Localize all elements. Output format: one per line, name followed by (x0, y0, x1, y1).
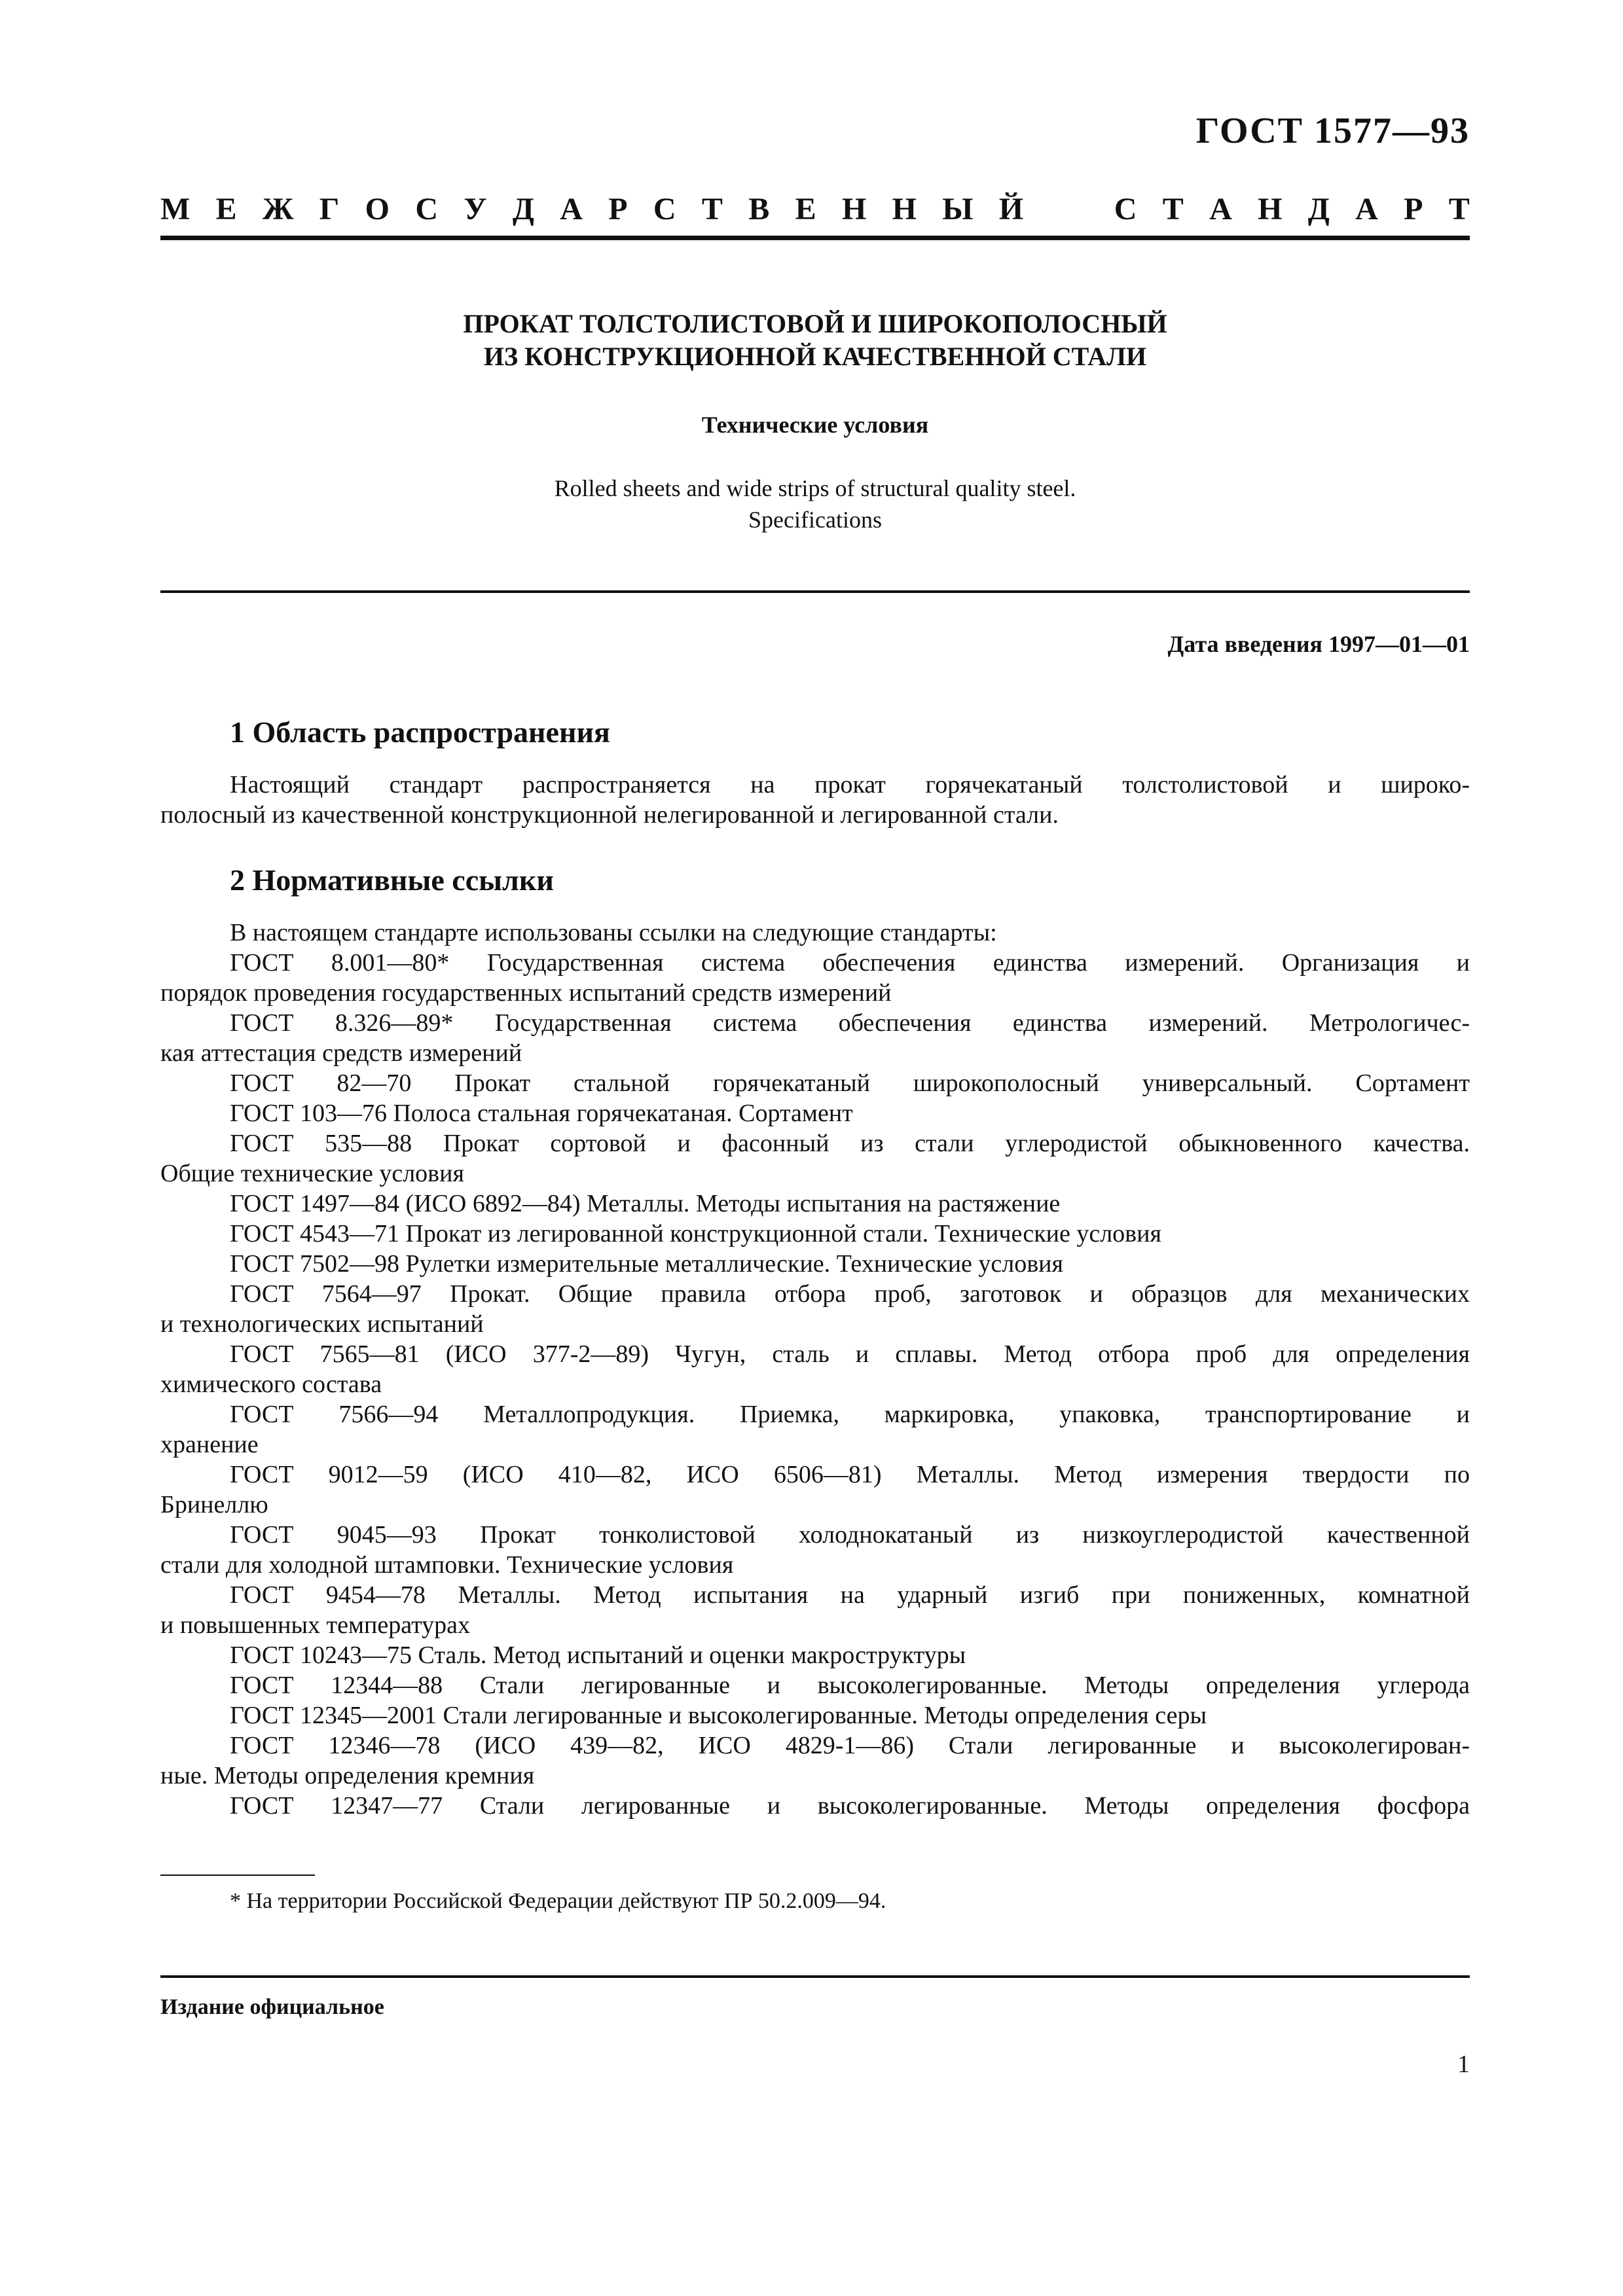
banner-word-gap (1049, 191, 1088, 227)
reference-line: порядок проведения государственных испытаний средств измерений (160, 979, 892, 1007)
banner-letter: Т (1162, 192, 1184, 226)
text-line: Настоящий стандарт распространяется на прокат горячекатаный толстолистовой и широко- (230, 771, 1470, 798)
reference-line: хранение (160, 1431, 259, 1458)
banner-letter: Н (841, 192, 867, 226)
reference-line: Общие технические условия (160, 1160, 464, 1187)
reference-line: ГОСТ 4543—71 Прокат из легированной конструкционной стали. Технические условия (230, 1220, 1161, 1247)
banner-letter: Ы (942, 192, 974, 226)
banner-letter: Ж (262, 192, 294, 226)
page-number: 1 (1457, 2051, 1470, 2078)
reference-line: ГОСТ 12345—2001 Стали легированные и высоколегированные. Методы определения серы (230, 1702, 1207, 1729)
section-2-heading: 2 Нормативные ссылки (230, 863, 554, 897)
edition-label: Издание официальное (160, 1995, 384, 2019)
banner-letter: Т (701, 192, 723, 226)
reference-line: Бринеллю (160, 1491, 268, 1518)
subtitle: Технические условия (701, 412, 929, 438)
banner-letter: Р (608, 192, 628, 226)
reference-line: ГОСТ 7564—97 Прокат. Общие правила отбора проб, заготовок и образцов для механических (230, 1280, 1470, 1308)
banner-letter: Й (998, 192, 1024, 226)
reference-line: ГОСТ 7502—98 Рулетки измерительные металлические. Технические условия (230, 1250, 1063, 1278)
banner-letter: О (365, 192, 390, 226)
title-rule (160, 590, 1470, 593)
banner-letter: С (653, 192, 676, 226)
reference-line: стали для холодной штамповки. Технические условия (160, 1551, 734, 1579)
banner-letter: Г (319, 192, 340, 226)
reference-line: ГОСТ 7566—94 Металлопродукция. Приемка, маркировка, упаковка, транспортирование и (230, 1401, 1470, 1428)
text-line: полосный из качественной конструкционной нелегированной и легированной стали. (160, 801, 1059, 829)
banner-letter: С (415, 192, 438, 226)
banner-letter: Е (215, 192, 237, 226)
banner-letter: А (560, 192, 583, 226)
reference-line: ГОСТ 12347—77 Стали легированные и высоколегированные. Методы определения фосфора (230, 1792, 1470, 1820)
reference-line: химического состава (160, 1371, 382, 1398)
reference-line: и повышенных температурах (160, 1611, 471, 1639)
reference-line: ГОСТ 8.326—89* Государственная система обеспечения единства измерений. Метрологичес- (230, 1009, 1470, 1037)
banner-letter: А (1209, 192, 1232, 226)
reference-line: ГОСТ 7565—81 (ИСО 377-2—89) Чугун, сталь и сплавы. Метод отбора проб для определения (230, 1340, 1470, 1368)
footer-rule (160, 1975, 1470, 1978)
reference-line: ГОСТ 9454—78 Металлы. Метод испытания на ударный изгиб при пониженных, комнатной (230, 1581, 1470, 1609)
interstate-standard-banner (160, 191, 1470, 227)
header-rule (160, 236, 1470, 240)
reference-line: ГОСТ 82—70 Прокат стальной горячекатаный широкополосный универсальный. Сортамент (230, 1069, 1470, 1097)
reference-line: ГОСТ 103—76 Полоса стальная горячекатаная. Сортамент (230, 1100, 853, 1127)
banner-letter: С (1114, 192, 1137, 226)
footnote: * На территории Российской Федерации действуют ПР 50.2.009—94. (230, 1889, 886, 1913)
reference-line: ГОСТ 1497—84 (ИСО 6892—84) Металлы. Методы испытания на растяжение (230, 1190, 1061, 1217)
text-line: В настоящем стандарте использованы ссылки на следующие стандарты: (230, 919, 997, 946)
reference-line: кая аттестация средств измерений (160, 1039, 522, 1067)
banner-letter: Н (1258, 192, 1283, 226)
banner-letter: М (160, 192, 191, 226)
reference-line: ГОСТ 12344—88 Стали легированные и высоколегированные. Методы определения углерода (230, 1672, 1470, 1699)
reference-line: ГОСТ 535—88 Прокат сортовой и фасонный из стали углеродистой обыкновенного качества. (230, 1130, 1470, 1157)
section-1-text (160, 770, 1470, 830)
reference-line: ГОСТ 8.001—80* Государственная система обеспечения единства измерений. Организация и (230, 949, 1470, 977)
banner-letter: Т (1448, 192, 1470, 226)
reference-line: и технологических испытаний (160, 1310, 484, 1338)
reference-line: ГОСТ 10243—75 Сталь. Метод испытаний и оценки макроструктуры (230, 1641, 966, 1669)
english-title-line-2: Specifications (748, 507, 882, 533)
title-line-2: ИЗ КОНСТРУКЦИОННОЙ КАЧЕСТВЕННОЙ СТАЛИ (483, 342, 1147, 371)
banner-letter: Н (892, 192, 917, 226)
reference-line: ГОСТ 9012—59 (ИСО 410—82, ИСО 6506—81) Металлы. Метод измерения твердости по (230, 1461, 1470, 1488)
date-of-introduction: Дата введения 1997—01—01 (1167, 631, 1470, 657)
banner-letter: В (748, 192, 770, 226)
section-1-heading: 1 Область распространения (230, 715, 610, 749)
gost-number: ГОСТ 1577—93 (1195, 111, 1470, 151)
document-page (160, 0, 1470, 2296)
banner-letter: Р (1404, 192, 1423, 226)
reference-line: ГОСТ 12346—78 (ИСО 439—82, ИСО 4829-1—86) Стали легированные и высоколегирован- (230, 1732, 1470, 1759)
banner-letter: Е (795, 192, 816, 226)
banner-letter: А (1355, 192, 1378, 226)
banner-letter: Д (512, 192, 534, 226)
banner-letter: У (464, 192, 487, 226)
footnote-rule (160, 1874, 315, 1876)
english-title-line-1: Rolled sheets and wide strips of structural quality steel. (554, 475, 1076, 501)
reference-line: ные. Методы определения кремния (160, 1762, 535, 1789)
reference-line: ГОСТ 9045—93 Прокат тонколистовой холоднокатаный из низкоуглеродистой качественной (230, 1521, 1470, 1549)
section-2-text (160, 918, 1470, 1821)
banner-letter: Д (1307, 192, 1330, 226)
title-line-1: ПРОКАТ ТОЛСТОЛИСТОВОЙ И ШИРОКОПОЛОСНЫЙ (463, 309, 1167, 338)
